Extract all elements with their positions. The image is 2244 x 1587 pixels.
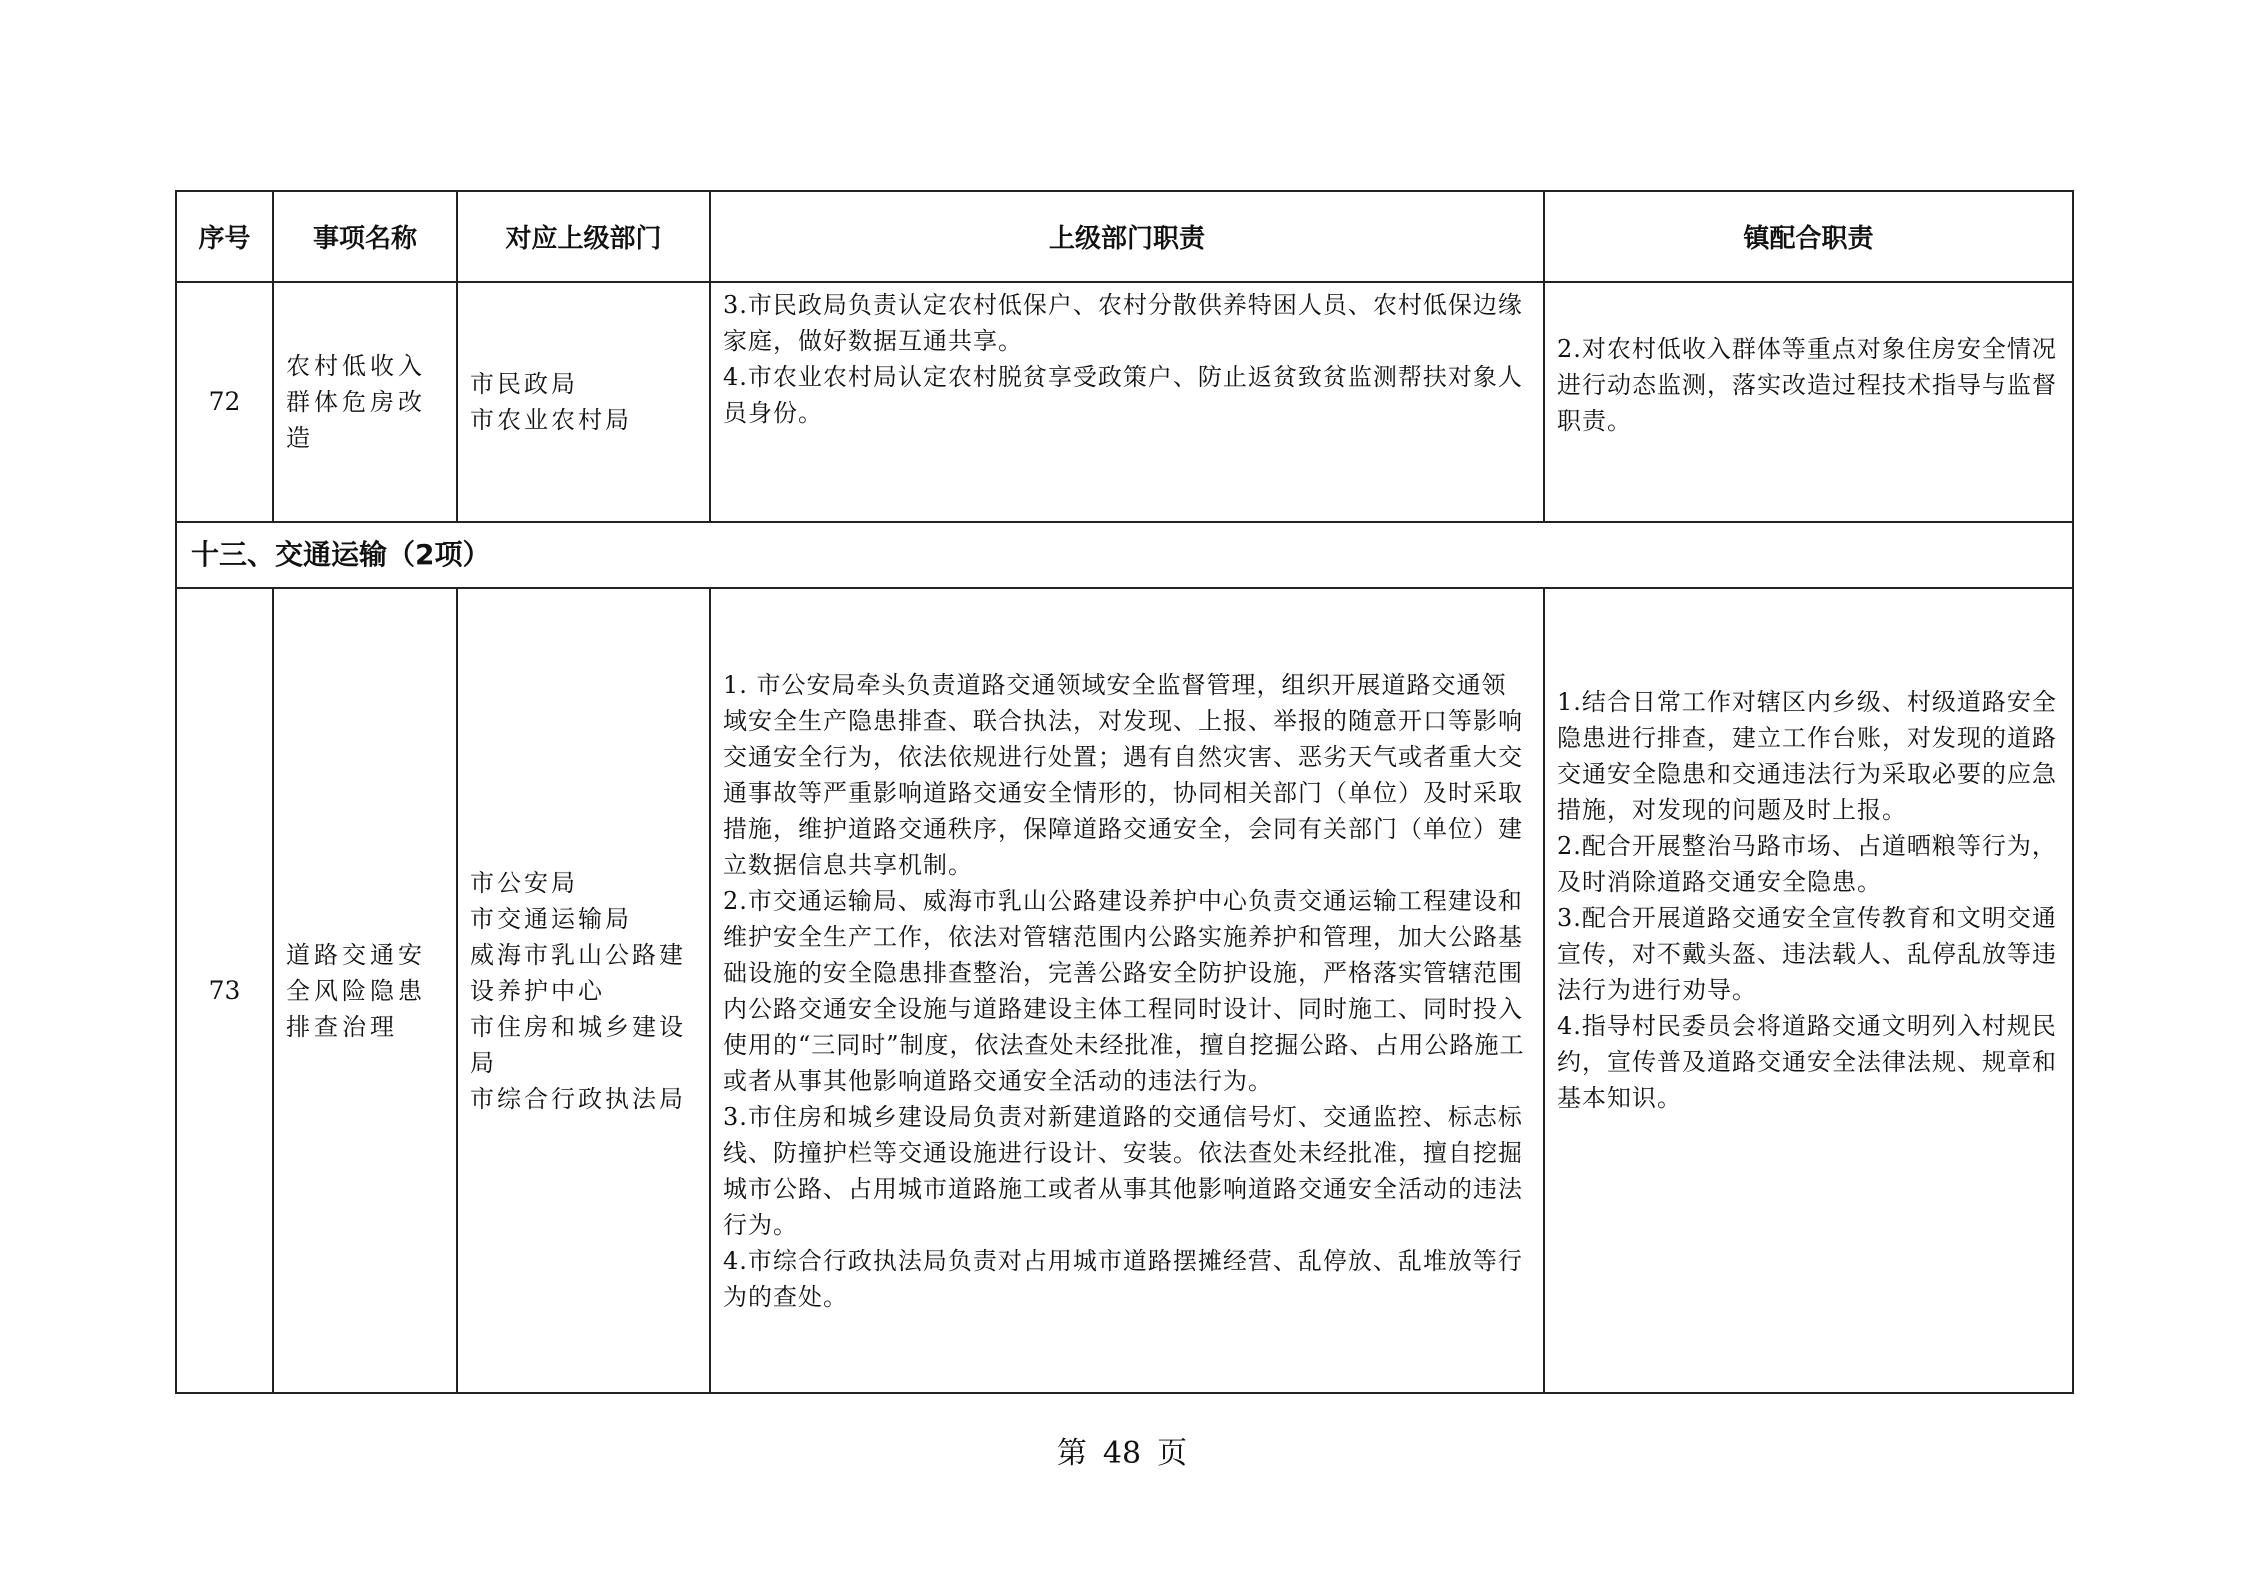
- dept-duty: [710, 588, 1544, 1393]
- dept-item: 市农业农村局: [470, 406, 632, 434]
- header-dept: 对应上级部门: [457, 191, 710, 282]
- row-number: 73: [176, 588, 273, 1393]
- dept-item: 市民政局: [470, 370, 578, 398]
- dept-list: [457, 282, 710, 522]
- duty-paragraph: 2.市交通运输局、威海市乳山公路建设养护中心负责交通运输工程建设和维护安全生产工作，依法对管辖范围内公路实施养护和管理，加大公路基础设施的安全隐患排查整治，完善公路安全防护设施，严格落实管辖范围内公路交通安全设施与道路建设主体工程同时设计、同时施工、同时投入使用的“三同时”制度，依法查处未经批准，擅自挖掘公路、占用公路施工或者从事其他影响道路交通安全活动的违法行为。: [723, 886, 1525, 1095]
- town-paragraph: 2.配合开展整治马路市场、占道晒粮等行为，及时消除道路交通安全隐患。: [1557, 832, 2057, 896]
- town-paragraph: 3.配合开展道路交通安全宣传教育和文明交通宣传，对不戴头盔、违法载人、乱停乱放等违法行为进行劝导。: [1557, 904, 2057, 1004]
- duty-paragraph: 3.市住房和城乡建设局负责对新建道路的交通信号灯、交通监控、标志标线、防撞护栏等交通设施进行设计、安装。依法查处未经批准，擅自挖掘城市公路、占用城市道路施工或者从事其他影响道路交通安全活动的违法行为。: [723, 1102, 1523, 1239]
- section-title: 十三、交通运输（2项）: [176, 522, 2073, 588]
- section-row: [176, 522, 2073, 588]
- item-name: 道路交通安全风险隐患排查治理: [273, 588, 457, 1393]
- header-seq: 序号: [176, 191, 273, 282]
- header-town-duty: 镇配合职责: [1544, 191, 2073, 282]
- header-row: [176, 191, 2073, 282]
- dept-item: 市公安局: [470, 868, 578, 897]
- duty-paragraph: 3.市民政局负责认定农村低保户、农村分散供养特困人员、农村低保边缘家庭，做好数据互通共享。: [723, 291, 1523, 355]
- row-number: 72: [176, 282, 273, 522]
- duty-paragraph: 1. 市公安局牵头负责道路交通领域安全监督管理，组织开展道路交通领域安全生产隐患排查、联合执法，对发现、上报、举报的随意开口等影响交通安全行为，依法依规进行处置；遇有自然灾害、恶劣天气或者重大交通事故等严重影响道路交通安全情形的，协同相关部门（单位）及时采取措施，维护道路交通秩序，保障道路交通安全，会同有关部门（单位）建立数据信息共享机制。: [723, 670, 1523, 879]
- dept-list: [457, 588, 710, 1393]
- town-duty: [1544, 282, 2073, 522]
- dept-item: 市交通运输局: [470, 904, 632, 933]
- town-paragraph: 2.对农村低收入群体等重点对象住房安全情况进行动态监测，落实改造过程技术指导与监督职责。: [1557, 335, 2057, 435]
- page-number: [0, 1428, 2244, 1472]
- town-duty: [1544, 588, 2073, 1393]
- header-dept-duty: 上级部门职责: [710, 191, 1544, 282]
- header-item-name: 事项名称: [273, 191, 457, 282]
- table-row: [176, 282, 2073, 522]
- town-paragraph: 4.指导村民委员会将道路交通文明列入村规民约，宣传普及道路交通安全法律法规、规章和基本知识。: [1557, 1012, 2057, 1112]
- page-prefix: 第: [1056, 1436, 1087, 1471]
- duty-paragraph: 4.市综合行政执法局负责对占用城市道路摆摊经营、乱停放、乱堆放等行为的查处。: [723, 1246, 1523, 1311]
- dept-duty: [710, 282, 1544, 522]
- dept-item: 市住房和城乡建设局: [470, 1012, 686, 1077]
- dept-item: 威海市乳山公路建设养护中心: [470, 940, 686, 1005]
- table-row: [176, 588, 2073, 1393]
- page-suffix: 页: [1157, 1436, 1188, 1471]
- dept-item: 市综合行政执法局: [470, 1084, 686, 1113]
- responsibility-table: [175, 190, 2074, 1394]
- item-name: 农村低收入群体危房改造: [273, 282, 457, 522]
- duty-paragraph: 4.市农业农村局认定农村脱贫享受政策户、防止返贫致贫监测帮扶对象人员身份。: [723, 363, 1523, 427]
- town-paragraph: 1.结合日常工作对辖区内乡级、村级道路安全隐患进行排查，建立工作台账，对发现的道路交通安全隐患和交通违法行为采取必要的应急措施，对发现的问题及时上报。: [1557, 688, 2057, 824]
- page-value: 48: [1102, 1436, 1142, 1471]
